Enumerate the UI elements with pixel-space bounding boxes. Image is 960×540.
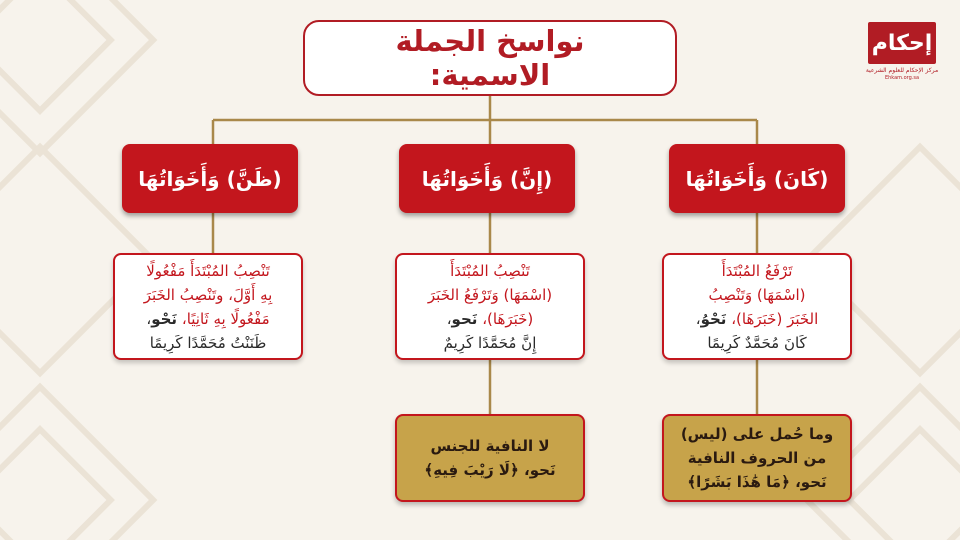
rule-kana-line1: تَرْفَعُ المُبْتَدَأَ [721,261,793,280]
rule-box-inna [395,253,585,360]
sub-ma-example: ﴿مَا هَٰذَا بَشَرًا﴾ [687,473,790,491]
rule-inna-comma: ، [446,309,452,328]
rule-zanna-example: ظَنَنْتُ مُحَمَّدًا كَرِيمًا [149,333,267,352]
rule-inna-line1: تَنْصِبُ المُبْتَدَأَ [450,261,530,280]
rule-zanna-line3 [146,307,269,331]
rule-kana-line3 [696,307,819,331]
rule-inna-khabar: (خَبَرَهَا)، [482,309,534,328]
sub-box-ma-laysa [662,414,852,502]
rule-zanna-comma: ، [146,309,152,328]
rule-zanna-nahw: نَحْو [151,309,178,328]
rule-inna-line2: (اسْمَهَا) وَتَرْفَعُ الخَبَرَ [427,285,553,304]
rule-zanna-line2: بِهِ أَوَّلَ، وتَنْصِبُ الخَبَرَ [143,285,273,304]
rule-kana-nahw: نَحْوُ [700,309,727,328]
rule-zanna-mafool: مَفْعُولًا بِهِ ثَانِيًا، [181,309,270,328]
ehkam-logo [866,22,938,94]
logo-tagline: Ehkam.org.sa [884,75,920,81]
category-inna: (إِنَّ) وَأَخَوَاتُهَا [399,144,575,213]
sub-la-example-line: نَحو، ﴿لَا رَيْبَ فِيهِ﴾ [424,461,556,479]
title-line-1: نواسخ الجملة [395,24,585,58]
sub-la-line1: لا النافية للجنس [430,437,550,455]
rule-inna-nahw: نَحو [451,309,478,328]
sub-la-nahw: نَحو [529,461,556,479]
category-zanna: (ظَنَّ) وَأَخَوَاتُهَا [122,144,298,213]
rule-inna-line3 [447,307,534,331]
sub-ma-line2: من الحروف النافية [687,449,827,467]
logo-mark: إحكام [868,22,936,64]
rule-kana-example: كَانَ مُحَمَّدٌ كَرِيمًا [707,333,807,352]
rule-box-zanna [113,253,303,360]
rule-kana-line2: (اسْمَهَا) وَتَنْصِبُ [708,285,806,304]
title-box [303,20,677,96]
logo-subtitle: مركز الإحكام للعلوم الشرعية [865,67,939,74]
title-line-2: الاسمية: [429,58,551,92]
rule-box-kana [662,253,852,360]
rule-inna-example: إِنَّ مُحَمَّدًا كَرِيمٌ [443,333,537,352]
category-kana: (كَانَ) وَأَخَوَاتُهَا [669,144,845,213]
sub-ma-line1: وما حُمل على (ليس) [680,425,834,443]
rule-kana-khabar: الخَبَرَ (خَبَرَهَا)، [731,309,819,328]
sub-ma-nahw: نَحو [800,473,827,491]
rule-zanna-line1: تَنْصِبُ المُبْتَدَأَ مَفْعُولًا [146,261,270,280]
rule-kana-comma: ، [695,309,701,328]
sub-box-la-nafiya [395,414,585,502]
sub-ma-example-line: نَحو، ﴿مَا هَٰذَا بَشَرًا﴾ [687,473,827,491]
sub-la-example: ﴿لَا رَيْبَ فِيهِ﴾ [424,461,519,479]
